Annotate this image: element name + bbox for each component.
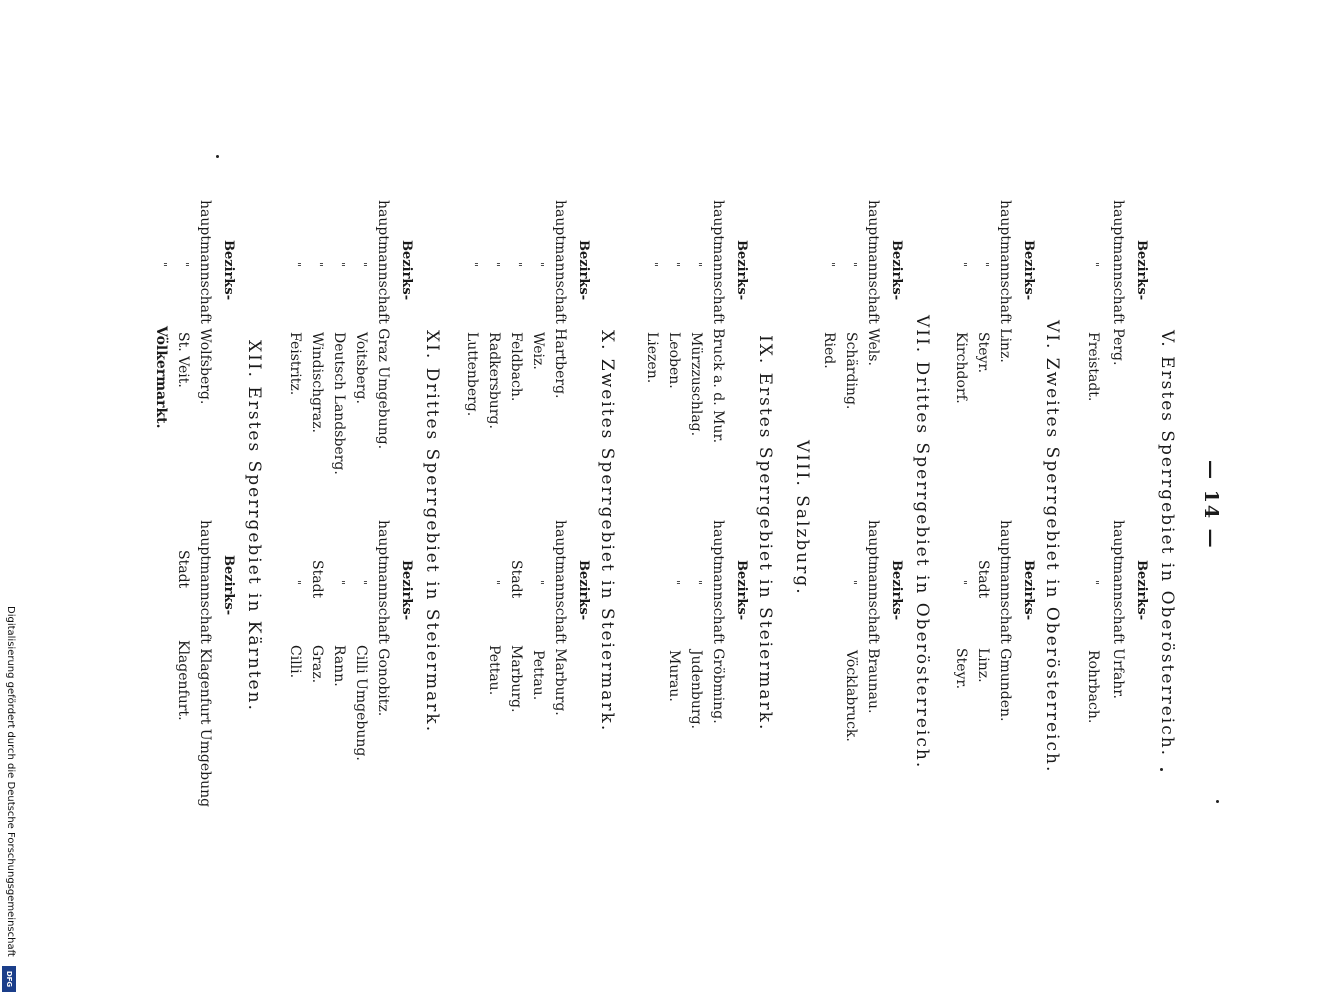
- bezirks-label: Bezirks-: [576, 240, 591, 301]
- district-entry: Stadt: [508, 560, 524, 599]
- bezirks-label: Bezirks-: [1134, 560, 1149, 621]
- district-entry: Ried.: [821, 332, 837, 369]
- ditto-mark: ": [290, 580, 303, 586]
- bezirks-label: Bezirks-: [1021, 560, 1036, 621]
- ditto-mark: ": [334, 262, 347, 268]
- district-entry: hauptmannschaft Perg.: [1110, 200, 1126, 366]
- district-entry: Radkersburg.: [486, 332, 502, 429]
- district-entry: Vöcklabruck.: [843, 650, 859, 742]
- page-number: — 14 —: [1200, 460, 1222, 550]
- district-entry: Leoben.: [666, 332, 682, 389]
- district-entry: Stadt: [309, 560, 325, 599]
- scan-speck: [1160, 768, 1163, 771]
- district-entry: Steyr.: [953, 648, 969, 690]
- district-entry: hauptmannschaft Hartberg.: [552, 200, 568, 399]
- ditto-mark: ": [846, 580, 859, 586]
- district-entry: Windischgraz.: [309, 332, 325, 433]
- district-entry: Steyr.: [975, 332, 991, 374]
- district-entry: Cilli.: [287, 645, 303, 679]
- district-entry: Voitsberg.: [353, 332, 369, 404]
- ditto-mark: ": [533, 262, 546, 268]
- district-entry: Stadt: [975, 560, 991, 599]
- bezirks-label: Bezirks-: [734, 560, 749, 621]
- district-entry: Kirchdorf.: [953, 332, 969, 404]
- district-entry: Murau.: [666, 650, 682, 702]
- district-entry: hauptmannschaft Klagenfurt Umgebung: [197, 520, 213, 808]
- ditto-mark: ": [691, 580, 704, 586]
- district-entry: Weiz.: [530, 332, 546, 370]
- ditto-mark: ": [178, 262, 191, 268]
- ditto-mark: ": [533, 580, 546, 586]
- scan-speck: [1216, 800, 1219, 803]
- ditto-mark: ": [290, 262, 303, 268]
- district-entry: hauptmannschaft Linz.: [997, 200, 1013, 363]
- district-entry: Graz.: [309, 645, 325, 684]
- ditto-mark: ": [978, 262, 991, 268]
- ditto-mark: ": [511, 262, 524, 268]
- section-heading-vii: VII. Drittes Sperrgebiet in Oberösterreich.: [912, 315, 932, 770]
- ditto-mark: ": [647, 262, 660, 268]
- scan-speck: [216, 155, 219, 158]
- section-heading-xii: XII. Erstes Sperrgebiet in Kärnten.: [244, 340, 264, 712]
- district-entry: Stadt: [175, 550, 191, 589]
- district-entry: Deutsch Landsberg.: [331, 332, 347, 475]
- district-entry: Liezen.: [644, 332, 660, 384]
- ditto-mark: ": [467, 262, 480, 268]
- district-entry: Rohrbach.: [1085, 650, 1101, 724]
- ditto-mark: ": [356, 580, 369, 586]
- district-entry: hauptmannschaft Urfahr.: [1110, 520, 1126, 699]
- ditto-mark: ": [1088, 580, 1101, 586]
- bezirks-label: Bezirks-: [734, 240, 749, 301]
- district-entry: Luttenberg.: [464, 332, 480, 417]
- district-entry: hauptmannschaft Braunau.: [865, 520, 881, 714]
- district-entry: Linz.: [975, 648, 991, 683]
- bezirks-label: Bezirks-: [1021, 240, 1036, 301]
- section-heading-xi: XI. Drittes Sperrgebiet in Steiermark.: [422, 330, 442, 734]
- district-entry: hauptmannschaft Graz Umgebung.: [375, 200, 391, 450]
- ditto-mark: ": [334, 580, 347, 586]
- district-entry: hauptmannschaft Bruck a. d. Mur.: [710, 200, 726, 444]
- bezirks-label: Bezirks-: [399, 560, 414, 621]
- ditto-mark: ": [691, 262, 704, 268]
- bezirks-label: Bezirks-: [889, 560, 904, 621]
- district-entry: Schärding.: [843, 332, 859, 410]
- district-entry: Pettau.: [486, 645, 502, 696]
- district-entry: Marburg.: [508, 645, 524, 713]
- ditto-mark: ": [669, 580, 682, 586]
- bezirks-label: Bezirks-: [221, 240, 236, 301]
- section-heading-vi: VI. Zweites Sperrgebiet in Oberösterreich.: [1042, 320, 1062, 774]
- section-heading-x: X. Zweites Sperrgebiet in Steiermark.: [597, 330, 617, 733]
- bezirks-label: Bezirks-: [221, 555, 236, 616]
- district-entry: hauptmannschaft Wels.: [865, 200, 881, 366]
- ditto-mark: ": [356, 262, 369, 268]
- district-entry: Feldbach.: [508, 332, 524, 402]
- district-entry: hauptmannschaft Wolfsberg.: [197, 200, 213, 405]
- bezirks-label: Bezirks-: [576, 560, 591, 621]
- section-heading-viii: VIII. Salzburg.: [792, 440, 812, 596]
- bezirks-label: Bezirks-: [889, 240, 904, 301]
- district-entry: Judenburg.: [688, 650, 704, 729]
- ditto-mark: ": [489, 262, 502, 268]
- district-entry: hauptmannschaft Gröbming.: [710, 520, 726, 724]
- bezirks-label: Bezirks-: [1134, 240, 1149, 301]
- ditto-mark: ": [824, 262, 837, 268]
- dfg-logo-icon: DFG: [2, 966, 16, 992]
- section-heading-v: V. Erstes Sperrgebiet in Oberösterreich.: [1157, 330, 1177, 758]
- district-entry: hauptmannschaft Marburg.: [552, 520, 568, 716]
- bezirks-label: Bezirks-: [399, 240, 414, 301]
- ditto-mark: ": [1088, 262, 1101, 268]
- district-entry: Feistritz.: [287, 332, 303, 396]
- district-entry: Rann.: [331, 645, 347, 687]
- ditto-mark: ": [156, 262, 169, 268]
- district-entry: Pettau.: [530, 650, 546, 701]
- district-entry: Freistadt.: [1085, 332, 1101, 402]
- district-entry: Völkermarkt.: [153, 326, 169, 429]
- ditto-mark: ": [312, 262, 325, 268]
- district-entry: St. Veit.: [175, 332, 191, 388]
- digitization-note: Digitalisierung gefördert durch die Deutsche Forschungsgemeinschaft: [5, 606, 16, 957]
- ditto-mark: ": [489, 580, 502, 586]
- section-heading-ix: IX. Erstes Sperrgebiet in Steiermark.: [755, 335, 775, 732]
- district-entry: hauptmannschaft Gmunden.: [997, 520, 1013, 722]
- district-entry: Mürzzuschlag.: [688, 332, 704, 437]
- district-entry: Klagenfurt.: [175, 640, 191, 721]
- ditto-mark: ": [846, 262, 859, 268]
- ditto-mark: ": [669, 262, 682, 268]
- ditto-mark: ": [956, 580, 969, 586]
- district-entry: hauptmannschaft Gonobitz.: [375, 520, 391, 717]
- ditto-mark: ": [956, 262, 969, 268]
- district-entry: Cilli Umgebung.: [353, 645, 369, 761]
